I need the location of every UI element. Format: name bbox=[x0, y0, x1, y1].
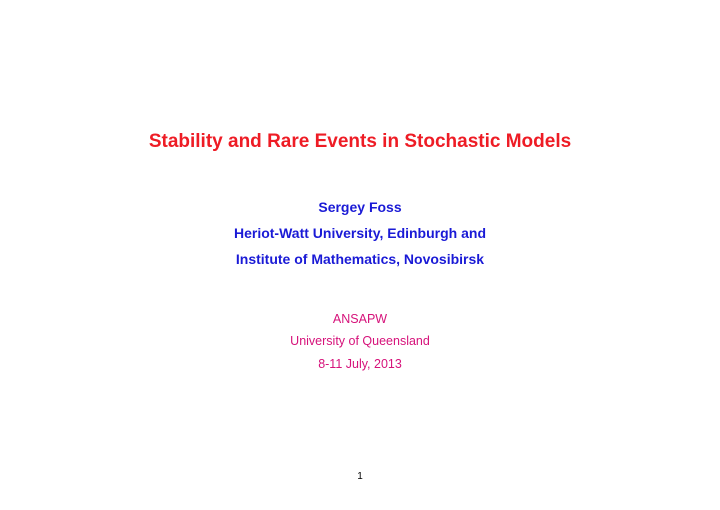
slide-title: Stability and Rare Events in Stochastic Models bbox=[148, 131, 572, 152]
event-venue: University of Queensland bbox=[290, 334, 430, 348]
event-name: ANSAPW bbox=[332, 312, 388, 326]
author-name: Sergey Foss bbox=[318, 199, 402, 215]
page-number: 1 bbox=[357, 471, 363, 482]
event-date: 8-11 July, 2013 bbox=[318, 357, 402, 371]
author-affiliation-line1: Heriot-Watt University, Edinburgh and bbox=[233, 225, 486, 241]
author-affiliation-line2: Institute of Mathematics, Novosibirsk bbox=[235, 251, 485, 267]
